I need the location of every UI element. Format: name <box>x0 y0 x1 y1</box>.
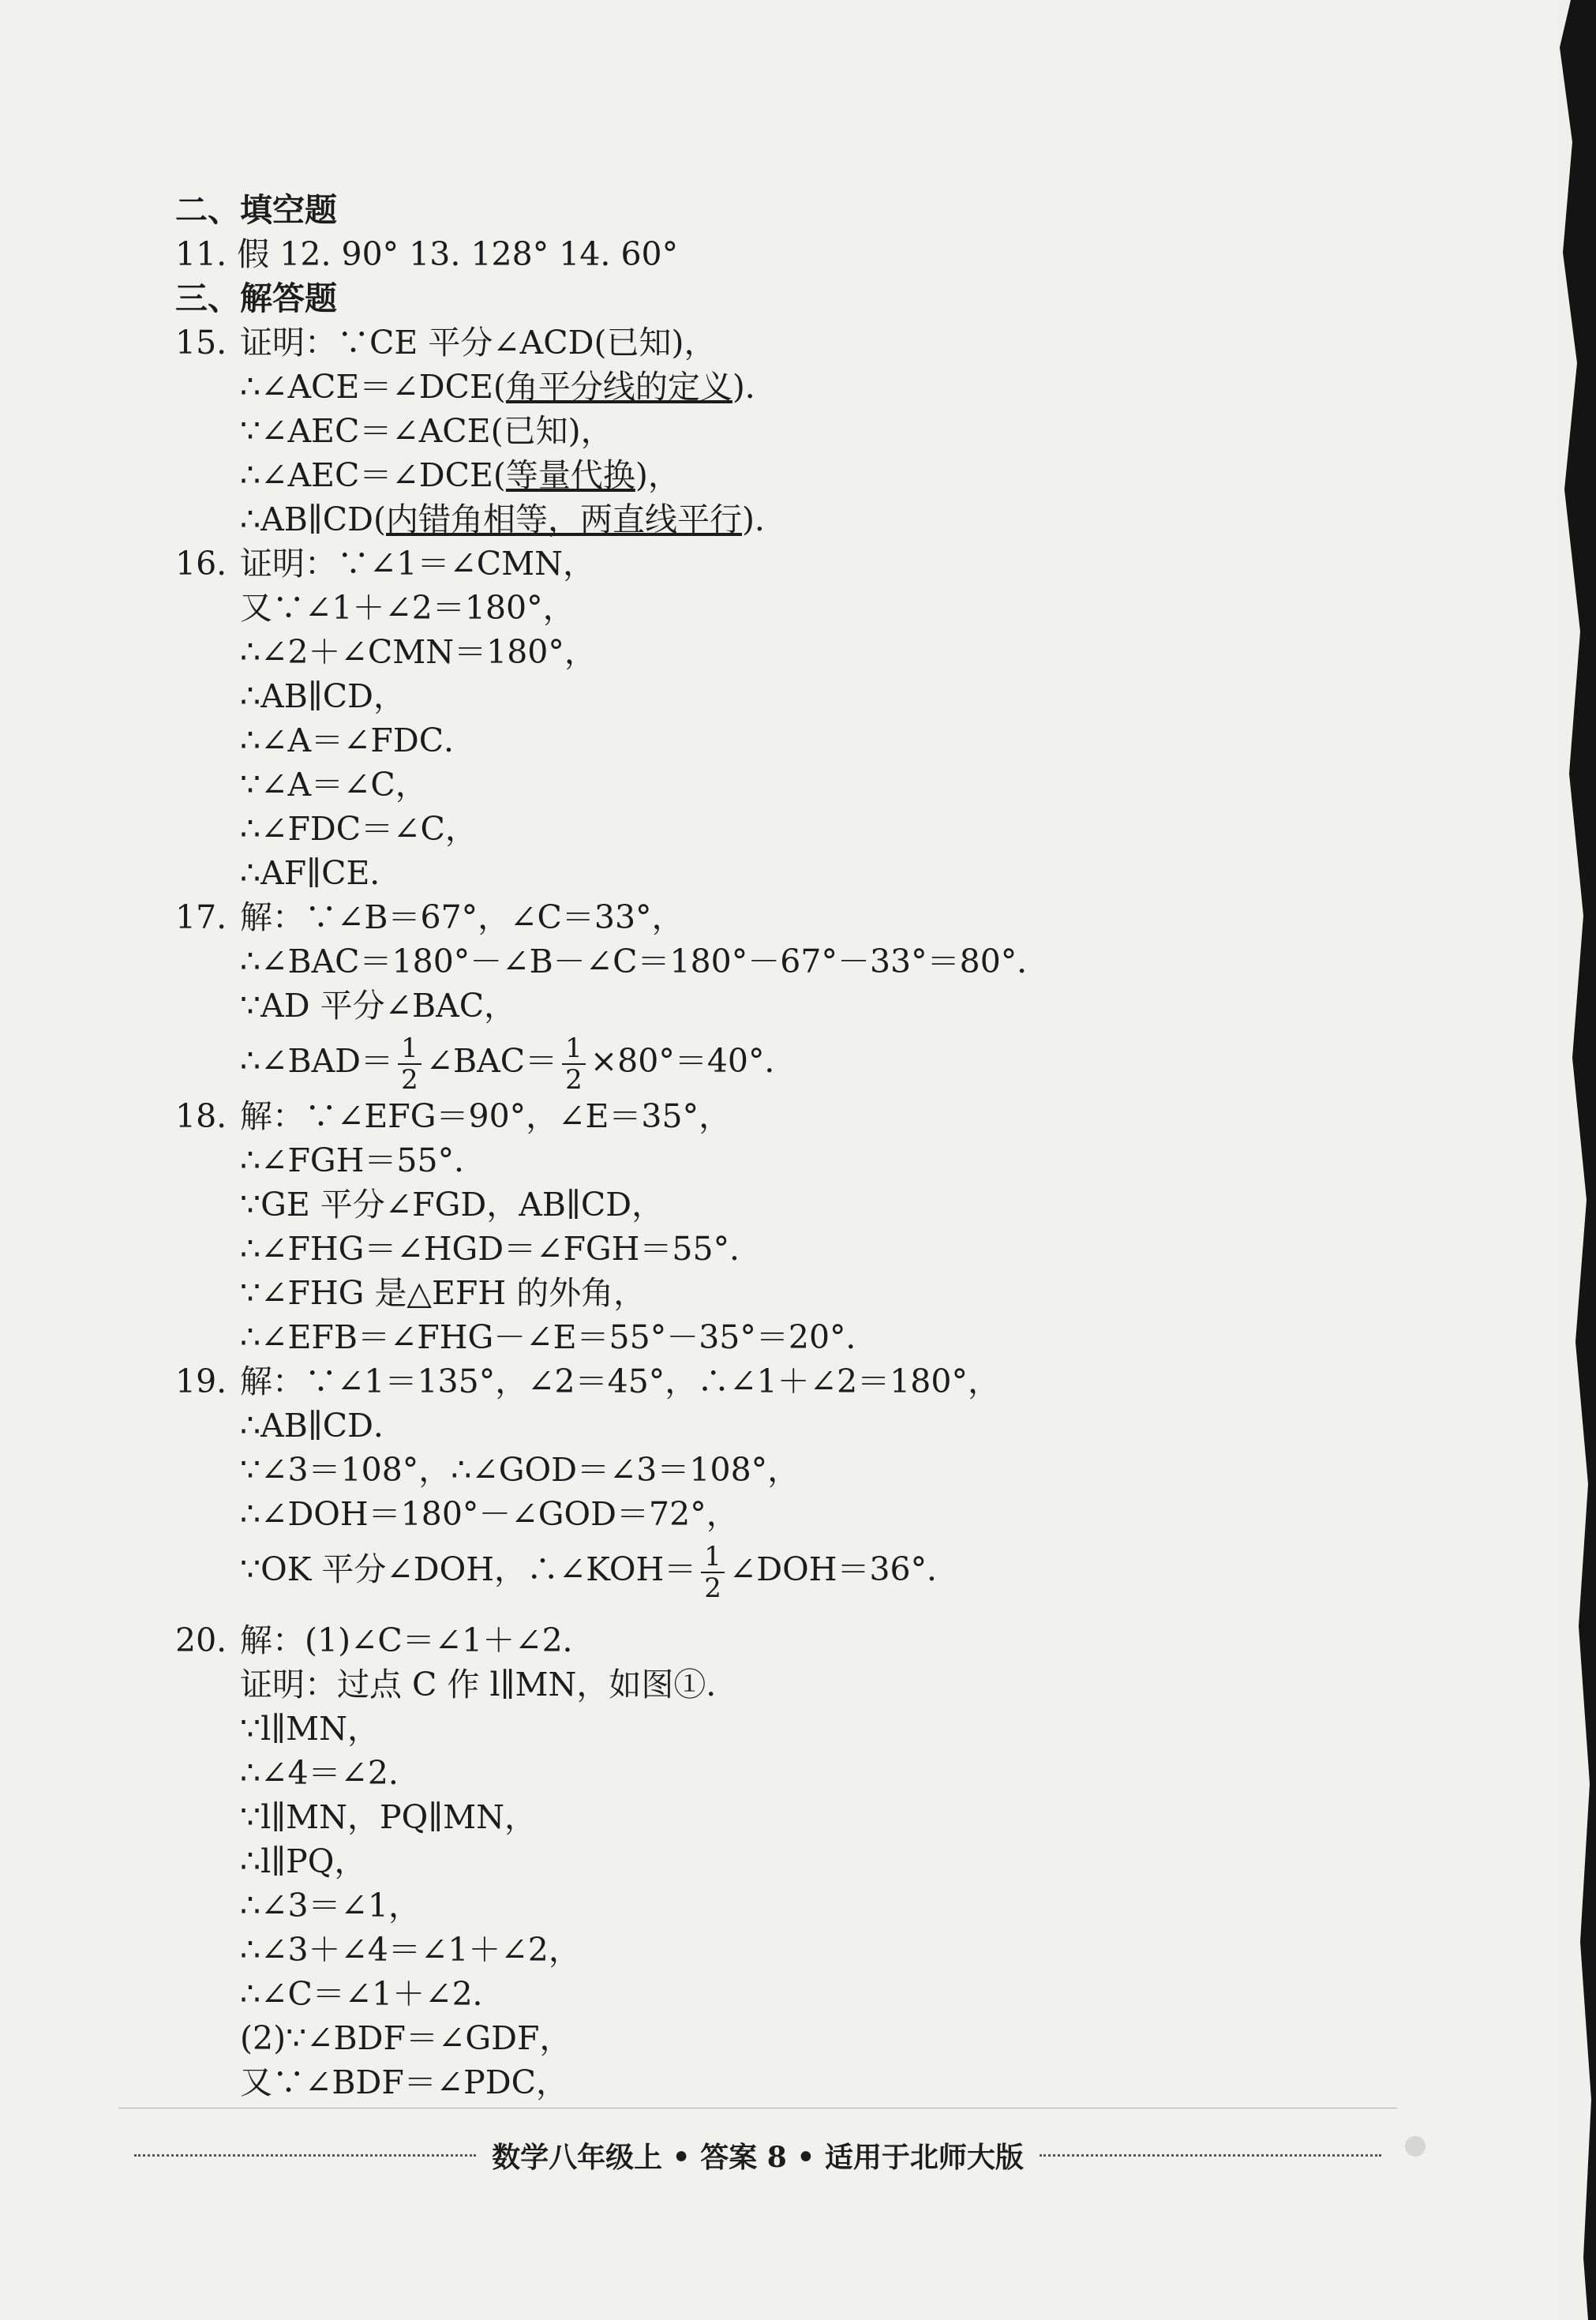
footer-text: 数学八年级上 • 答案 8 • 适用于北师大版 <box>492 2140 1024 2174</box>
q15-line-1 <box>175 320 1517 365</box>
footer-dots-right <box>1040 2154 1381 2157</box>
page-footer <box>118 2131 1397 2179</box>
q15-line-2 <box>175 365 1517 409</box>
q17-frac2-denominator: 2 <box>565 1063 583 1096</box>
q17-text-4b: ∠BAC＝ <box>425 1042 558 1080</box>
scan-speck <box>1405 2136 1426 2157</box>
q19-frac-numerator: 1 <box>701 1542 725 1573</box>
q17-text-4c: ×80°＝40°． <box>590 1042 797 1080</box>
q19-line-5 <box>175 1536 1517 1602</box>
q15-text-4b: )， <box>635 456 680 494</box>
q18-line-4: ∴∠FHG＝∠HGD＝∠FGH＝55°． <box>240 1230 762 1268</box>
q17-line-1 <box>175 895 1517 939</box>
q16-line-3: ∴∠2＋∠CMN＝180°， <box>240 633 597 671</box>
q19-text-5a: ∵OK 平分∠DOH，∴∠KOH＝ <box>240 1550 697 1588</box>
q20-text-1: 解：(1)∠C＝∠1＋∠2． <box>240 1621 595 1659</box>
q16-line-4: ∴AB∥CD， <box>240 677 406 715</box>
q20-number: 20. <box>175 1621 227 1659</box>
q20-line-8: ∴∠3＋∠4＝∠1＋∠2， <box>240 1931 581 1969</box>
q20-line-10: (2)∵∠BDF＝∠GDF， <box>240 2019 572 2057</box>
section-fill-title: 二、填空题 <box>175 191 337 229</box>
q17-text-1: 解：∵∠B＝67°，∠C＝33°， <box>240 898 684 936</box>
q17-frac1-numerator: 1 <box>398 1033 421 1065</box>
q16-line-7: ∴∠FDC＝∠C， <box>240 810 478 848</box>
fill-answers: 11. 假 12. 90° 13. 128° 14. 60° <box>175 235 679 273</box>
q19-text-1: 解：∵∠1＝135°，∠2＝45°，∴∠1＋∠2＝180°， <box>240 1362 1000 1400</box>
q19-line-3: ∵∠3＝108°，∴∠GOD＝∠3＝108°， <box>240 1451 800 1489</box>
q20-line-7: ∴∠3＝∠1， <box>240 1887 421 1925</box>
q15-line-4 <box>175 453 1517 497</box>
torn-page-edge <box>1549 0 1596 2320</box>
q18-line-1 <box>175 1094 1517 1138</box>
q20-line-6: ∴l∥PQ， <box>240 1842 367 1880</box>
q16-line-6: ∵∠A＝∠C， <box>240 766 428 804</box>
q16-number: 16. <box>175 545 227 583</box>
footer-dots-left <box>134 2154 476 2157</box>
q17-number: 17. <box>175 898 227 936</box>
q16-line-1 <box>175 542 1517 586</box>
q16-line-2: 又∵∠1＋∠2＝180°， <box>240 589 575 627</box>
q17-line-3: ∵AD 平分∠BAC， <box>240 987 517 1025</box>
q17-line-2: ∴∠BAC＝180°－∠B－∠C＝180°－67°－33°＝80°． <box>240 943 1050 980</box>
q17-fraction-2 <box>562 1033 586 1095</box>
q15-blank-4: 等量代换 <box>505 456 635 494</box>
q20-line-1 <box>175 1618 1517 1662</box>
section-solve-title: 三、解答题 <box>175 279 337 317</box>
q18-text-1: 解：∵∠EFG＝90°，∠E＝35°， <box>240 1097 732 1135</box>
q16-text-1: 证明：∵∠1＝∠CMN， <box>240 545 596 583</box>
q19-line-4: ∴∠DOH＝180°－∠GOD＝72°， <box>240 1495 739 1533</box>
q20-line-9: ∴∠C＝∠1＋∠2． <box>240 1975 505 2013</box>
q16-line-5: ∴∠A＝∠FDC． <box>240 721 477 759</box>
q15-number: 15. <box>175 324 227 362</box>
q19-text-5b: ∠DOH＝36°． <box>729 1550 960 1588</box>
q18-line-6: ∴∠EFB＝∠FHG－∠E＝55°－35°＝20°． <box>240 1318 879 1356</box>
q19-number: 19. <box>175 1362 227 1400</box>
q17-line-4 <box>175 1028 1517 1094</box>
q20-line-2: 证明：过点 C 作 l∥MN，如图①． <box>240 1666 739 1703</box>
q19-frac-denominator: 2 <box>704 1572 721 1604</box>
q19-fraction <box>701 1542 725 1603</box>
q16-line-8: ∴AF∥CE． <box>240 854 403 892</box>
q17-frac1-denominator: 2 <box>401 1063 418 1096</box>
q15-blank-2: 角平分线的定义 <box>505 368 732 406</box>
answer-content <box>175 188 1517 2104</box>
q15-line-3: ∵∠AEC＝∠ACE(已知)， <box>240 412 613 450</box>
q15-text-1: 证明：∵CE 平分∠ACD(已知)， <box>240 324 717 362</box>
q19-line-2: ∴AB∥CD． <box>240 1407 406 1445</box>
q15-text-2b: )． <box>732 368 777 406</box>
q20-line-3: ∵l∥MN， <box>240 1710 380 1748</box>
q17-text-4a: ∴∠BAD＝ <box>240 1042 394 1080</box>
q20-line-4: ∴∠4＝∠2． <box>240 1754 421 1792</box>
q20-line-11: 又∵∠BDF＝∠PDC， <box>240 2063 568 2101</box>
spacer <box>175 1602 1517 1618</box>
q18-line-5: ∵∠FHG 是△EFH 的外角， <box>240 1274 646 1312</box>
q19-line-1 <box>175 1359 1517 1404</box>
q15-line-5 <box>175 497 1517 542</box>
q20-line-5: ∵l∥MN，PQ∥MN， <box>240 1798 537 1836</box>
q15-blank-5: 内错角相等，两直线平行 <box>386 500 743 538</box>
q15-text-5a: ∴AB∥CD( <box>240 500 387 538</box>
q15-text-4a: ∴∠AEC＝∠DCE( <box>240 456 506 494</box>
q15-text-2a: ∴∠ACE＝∠DCE( <box>240 368 506 406</box>
q17-fraction-1 <box>398 1033 421 1095</box>
q18-number: 18. <box>175 1097 227 1135</box>
q17-frac2-numerator: 1 <box>562 1033 586 1065</box>
q18-line-3: ∵GE 平分∠FGD，AB∥CD， <box>240 1186 665 1224</box>
q15-text-5b: )． <box>742 500 788 538</box>
q18-line-2: ∴∠FGH＝55°． <box>240 1141 487 1179</box>
